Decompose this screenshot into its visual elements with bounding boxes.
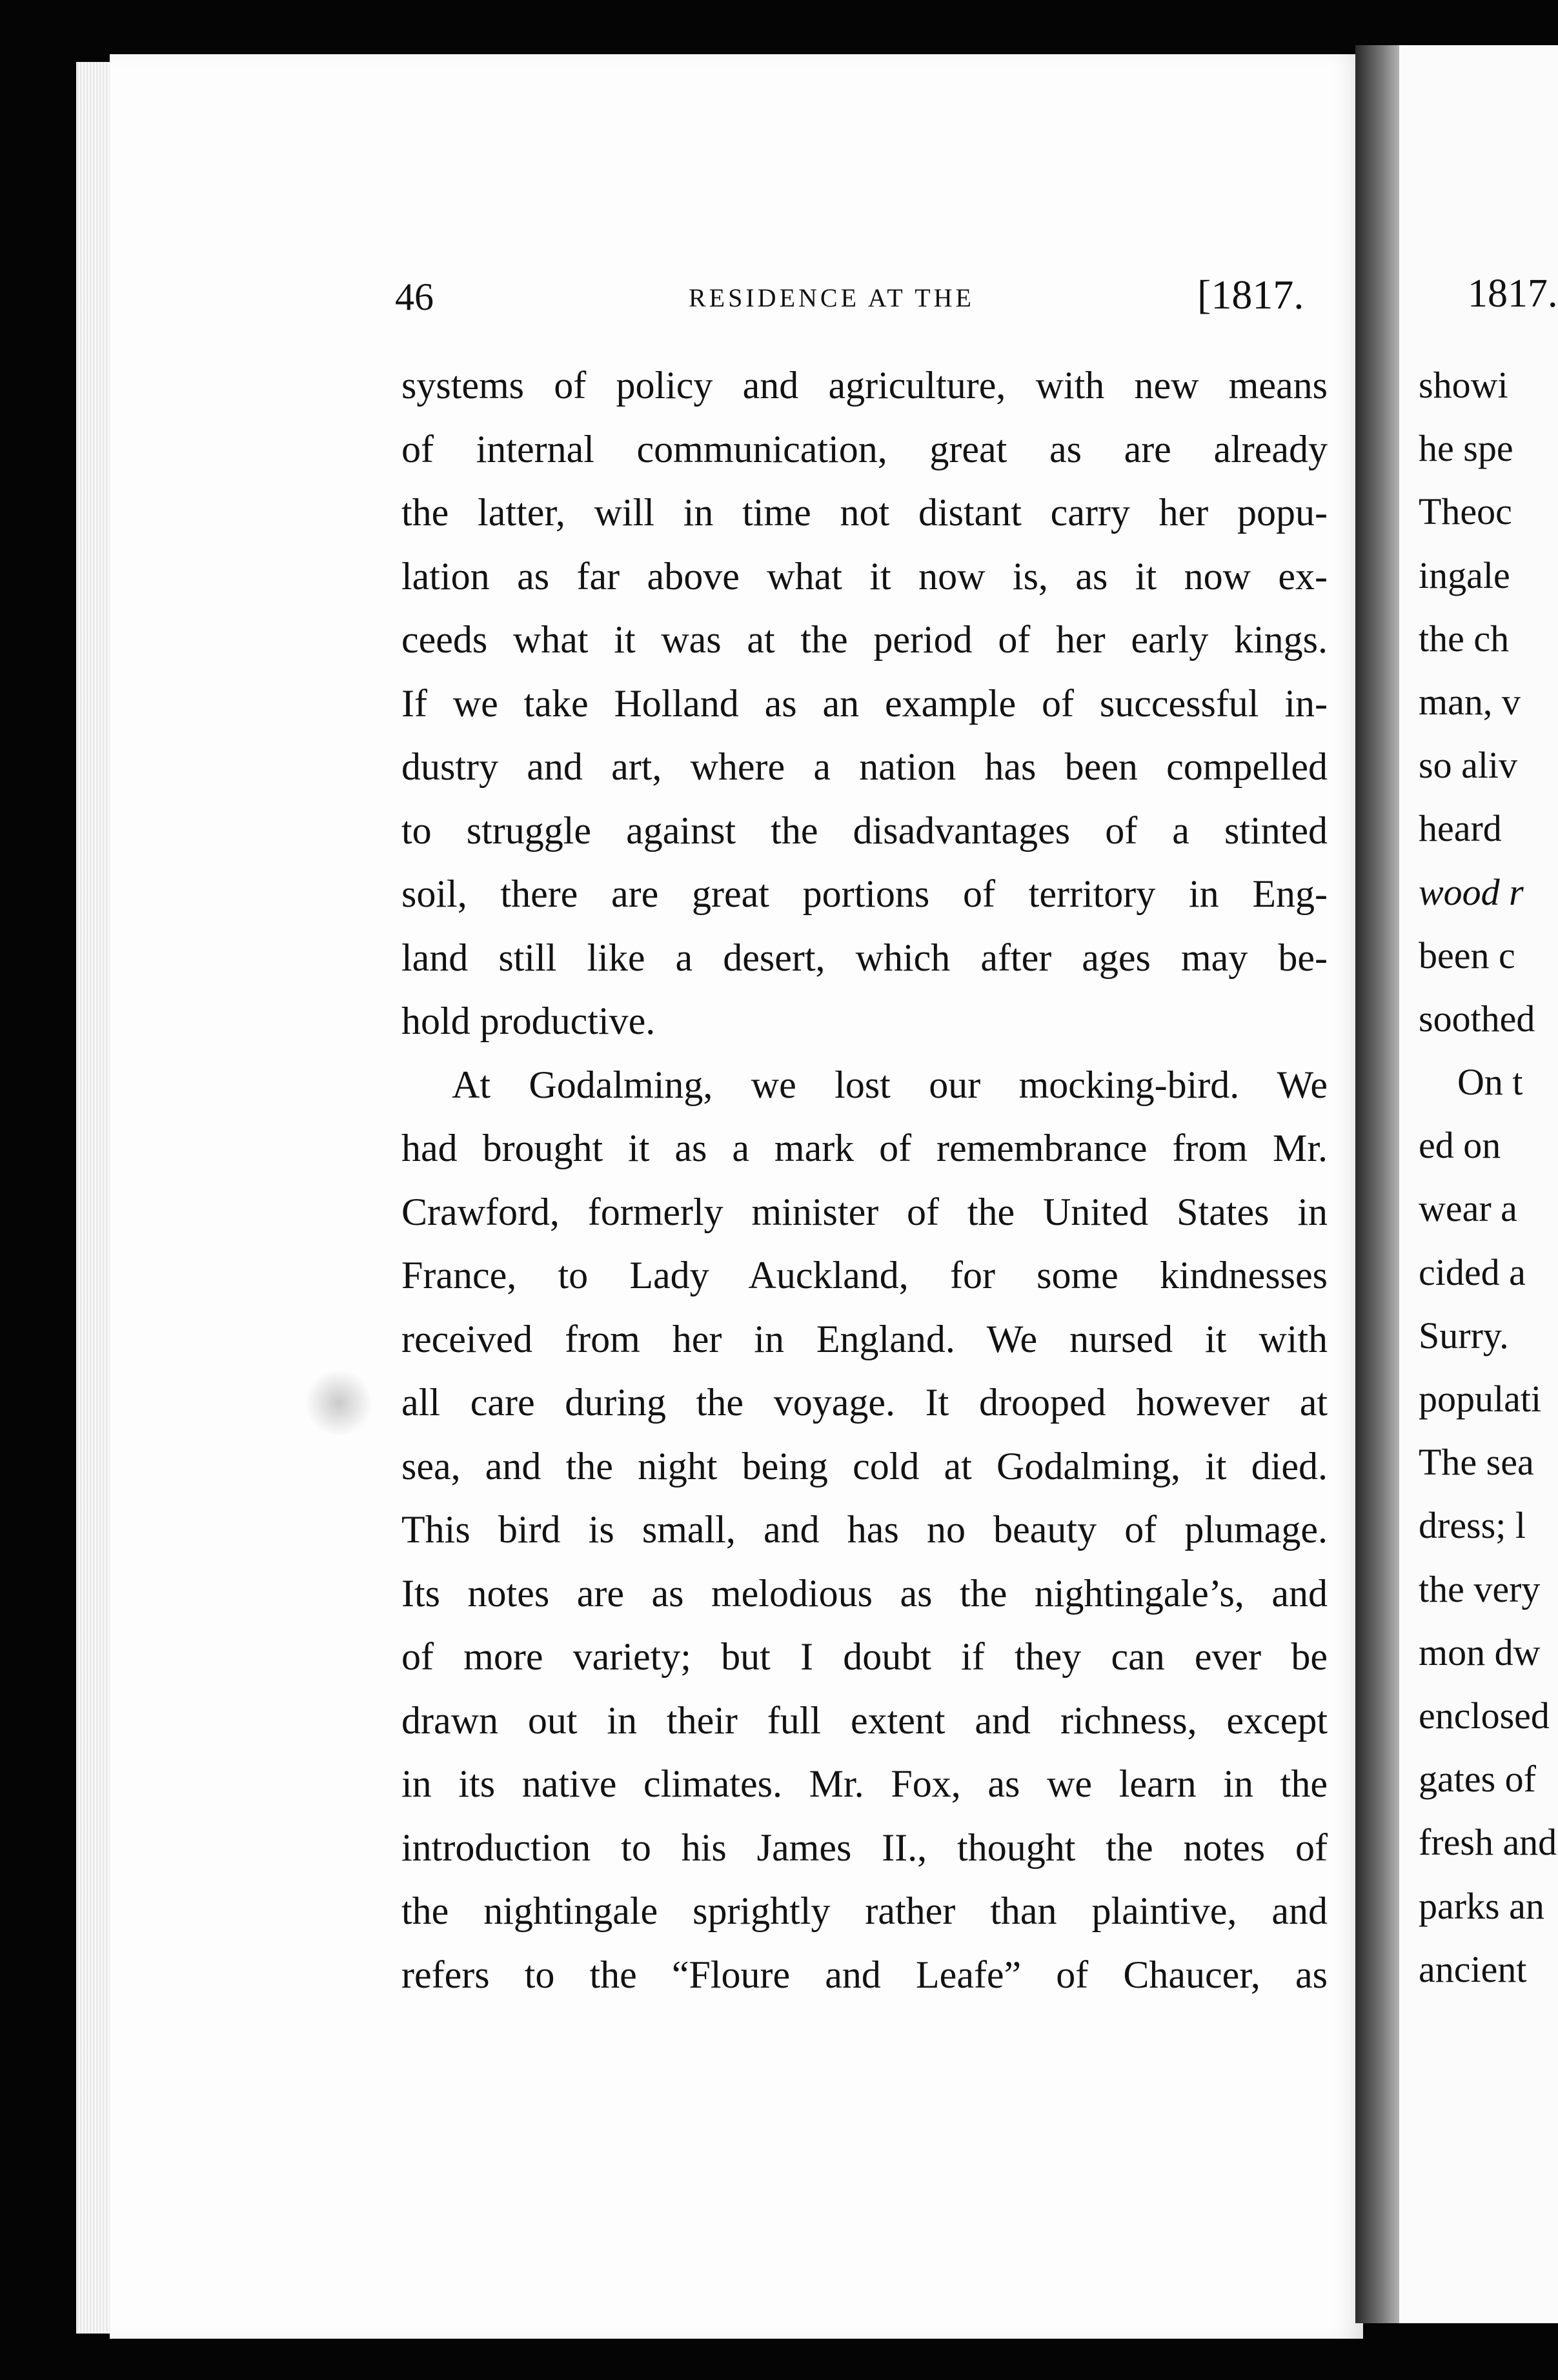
text-line: At Godalming, we lost our mocking-bird. We: [452, 1063, 1328, 1106]
running-title: RESIDENCE AT THE: [689, 283, 975, 312]
text-line: refers to the “Floure and Leafe” of Chaucer, as: [401, 1953, 1328, 1996]
right-text-line: showi: [1419, 364, 1508, 406]
text-line: France, to Lady Auckland, for some kindnesses: [401, 1254, 1328, 1296]
text-line: land still like a desert, which after ages may be-: [401, 936, 1328, 979]
page-header: [395, 271, 1324, 323]
right-text-line: enclosed: [1419, 1694, 1550, 1737]
right-text-line: the very: [1419, 1568, 1541, 1610]
text-line: Its notes are as melodious as the nightingale’s, and: [401, 1571, 1328, 1615]
text-line: lation as far above what it now is, as it now ex-: [401, 554, 1328, 598]
right-body-text: [1419, 354, 1558, 2001]
right-text-line: man, v: [1419, 680, 1521, 723]
right-text-line: so aliv: [1419, 744, 1518, 787]
right-text-line: mon dw: [1419, 1631, 1541, 1673]
text-line: ceeds what it was at the period of her early kings.: [401, 618, 1328, 661]
text-line: soil, there are great portions of territory in Eng-: [401, 872, 1328, 915]
text-line: drawn out in their full extent and richness, except: [401, 1699, 1328, 1742]
right-text-line: dress; l: [1419, 1504, 1526, 1547]
right-text-line: wood r: [1419, 871, 1524, 913]
page-number: 46: [395, 276, 434, 318]
right-text-line: the ch: [1419, 617, 1510, 660]
text-line: This bird is small, and has no beauty of plumage.: [401, 1508, 1328, 1551]
body-text: [401, 354, 1328, 2006]
right-text-line: fresh and: [1419, 1821, 1557, 1864]
text-line: to struggle against the disadvantages of a stinted: [401, 809, 1328, 852]
right-text-line: parks an: [1419, 1884, 1544, 1927]
text-line: of internal communication, great as are already: [401, 427, 1328, 470]
ink-smudge: [303, 1371, 374, 1435]
right-text-line: On t: [1457, 1061, 1523, 1104]
text-line: sea, and the night being cold at Godalming, it died.: [401, 1444, 1328, 1488]
text-line: in its native climates. Mr. Fox, as we learn in the: [401, 1762, 1328, 1805]
text-line: systems of policy and agriculture, with new means: [401, 364, 1328, 407]
text-line: dustry and art, where a nation has been compelled: [401, 745, 1328, 788]
right-text-line: ed on: [1419, 1124, 1501, 1167]
text-line: all care during the voyage. It drooped however at: [401, 1381, 1328, 1424]
text-line: received from her in England. We nursed it with: [401, 1317, 1328, 1360]
right-text-line: ancient: [1419, 1948, 1527, 1990]
text-line: hold productive.: [401, 1000, 656, 1042]
right-text-line: ingale: [1419, 554, 1510, 596]
right-text-line: cided a: [1419, 1251, 1526, 1293]
right-text-line: been c: [1419, 934, 1515, 976]
text-line: introduction to his James II., thought the notes of: [401, 1826, 1328, 1869]
right-text-line: soothed: [1419, 997, 1535, 1040]
right-text-line: Surry.: [1419, 1314, 1509, 1356]
text-line: had brought it as a mark of remembrance from Mr.: [401, 1127, 1328, 1169]
text-line: Crawford, formerly minister of the United States in: [401, 1190, 1328, 1233]
right-text-line: The sea: [1419, 1441, 1534, 1484]
text-line: the nightingale sprightly rather than plaintive, and: [401, 1890, 1328, 1932]
right-header-year: 1817.: [1468, 272, 1558, 316]
text-line: the latter, will in time not distant carry her popu-: [401, 491, 1328, 534]
right-text-line: gates of: [1419, 1758, 1536, 1800]
right-text-line: populati: [1419, 1378, 1542, 1420]
right-text-line: heard: [1419, 807, 1502, 850]
right-text-line: wear a: [1419, 1187, 1517, 1230]
text-line: of more variety; but I doubt if they can ever be: [401, 1635, 1328, 1678]
text-line: If we take Holland as an example of successful in-: [401, 681, 1328, 725]
header-year: [1817.: [1197, 272, 1304, 318]
right-text-line: he spe: [1419, 427, 1513, 470]
right-text-line: Theoc: [1419, 490, 1512, 533]
